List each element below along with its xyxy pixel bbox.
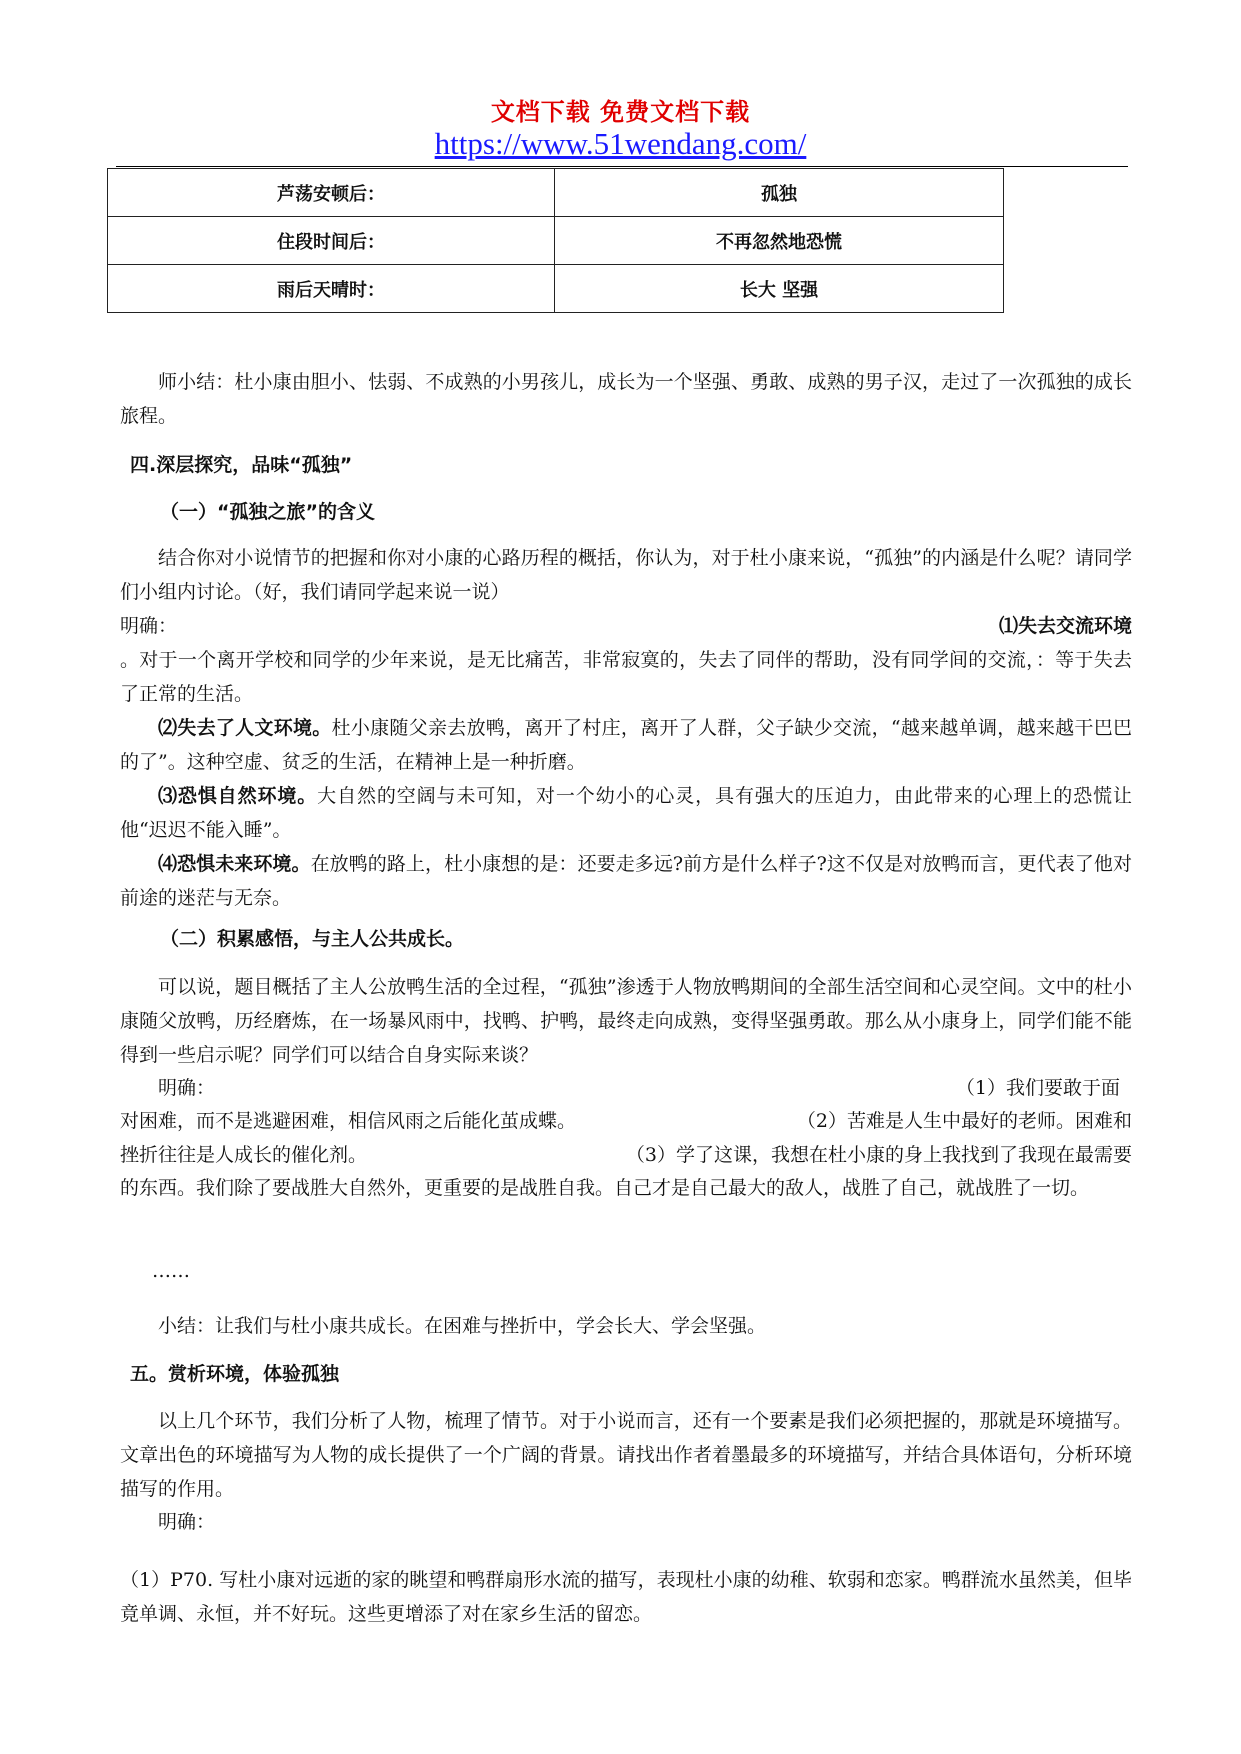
answer-label: 明确：: [120, 615, 178, 637]
environment-point-1-paragraph: （1）P70. 写杜小康对远逝的家的眺望和鸭群扇形水流的描写，表现杜小康的幼稚、软弱和恋家。鸭群流水虽然美，但毕竟单调、永恒，并不好玩。这些更增添了对在家乡生活的留恋。: [120, 1569, 1132, 1625]
point-4-paragraph: [120, 847, 1132, 915]
section-4-heading: 四.深层探究，品味“孤独”: [130, 454, 353, 476]
answer-2-point-3-start: （3）学了这课，我想在杜小康的身上我找到了我现在最需要: [625, 1144, 1132, 1166]
point-3-title: ⑶恐惧自然环境。: [158, 785, 318, 807]
answer-2-line-1: [120, 1071, 1132, 1105]
answer-label: 明确：: [158, 1077, 216, 1099]
table-row: [108, 169, 1004, 217]
header-title: 文档下载 免费文档下载: [490, 98, 751, 126]
subsection-1-paragraph: 结合你对小说情节的把握和你对小康的心路历程的概括，你认为，对于杜小康来说，“孤独”的内涵是什么呢？请同学们小组内讨论。（好，我们请同学起来说一说）: [120, 547, 1132, 603]
table-cell-label: 雨后天晴时：: [108, 265, 555, 313]
answer-2-point-1-end: 对困难，而不是逃避困难，相信风雨之后能化茧成蝶。: [120, 1110, 577, 1132]
answer-2-point-3-rest: 的东西。我们除了要战胜大自然外，更重要的是战胜自我。自己才是自己最大的敌人，战胜了自己，就战胜了一切。: [120, 1177, 1090, 1199]
table-cell-label: 住段时间后：: [108, 217, 555, 265]
subsection-2-heading: （二）积累感悟，与主人公共成长。: [160, 928, 465, 950]
header-divider: [116, 166, 1128, 167]
point-4-title: ⑷恐惧未来环境。: [158, 853, 311, 875]
table-row: [108, 217, 1004, 265]
point-1-text: 。对于一个离开学校和同学的少年来说，是无比痛苦，非常寂寞的，失去了同伴的帮助，没有同学间的交流，：等于失去了正常的生活。: [120, 649, 1132, 705]
section-5-paragraph: 以上几个环节，我们分析了人物，梳理了情节。对于小说而言，还有一个要素是我们必须把握的，那就是环境描写。文章出色的环境描写为人物的成长提供了一个广阔的背景。请找出作者着墨最多的环境描写，并结合具体语句，分析环境描写的作用。: [120, 1410, 1132, 1500]
table-cell-value: 不再忽然地恐慌: [555, 217, 1004, 265]
point-4-text: 在放鸭的路上，杜小康想的是：还要走多远?前方是什么样子?这不仅是对放鸭而言，更代表了他对前途的迷茫与无奈。: [120, 853, 1132, 909]
answer-2-line-2: [120, 1104, 1132, 1138]
point-3-paragraph: [120, 779, 1132, 847]
answer-2-point-2-end: 挫折往往是人成长的催化剂。: [120, 1144, 368, 1166]
table-row: [108, 265, 1004, 313]
ellipsis: ……: [152, 1260, 190, 1282]
answer-2-line-3: [120, 1138, 1132, 1172]
subsection-2-paragraph: 可以说，题目概括了主人公放鸭生活的全过程，“孤独”渗透于人物放鸭期间的全部生活空间和心灵空间。文中的杜小康随父放鸭，历经磨炼，在一场暴风雨中，找鸭、护鸭，最终走向成熟，变得坚强勇敢。那么从小康身上，同学们能不能得到一些启示呢？同学们可以结合自身实际来谈？: [120, 976, 1132, 1066]
point-2-title: ⑵失去了人文环境。: [158, 717, 332, 739]
table-cell-label: 芦荡安顿后：: [108, 169, 555, 217]
table-cell-value: 孤独: [555, 169, 1004, 217]
answer-line-1: [120, 609, 1132, 643]
table-cell-value: 长大 坚强: [555, 265, 1004, 313]
section-5-heading: 五。赏析环境，体验孤独: [130, 1363, 340, 1385]
point-3-text: 大自然的空阔与未可知，对一个幼小的心灵，具有强大的压迫力，由此带来的心理上的恐慌让他“迟迟不能入睡”。: [120, 785, 1132, 841]
summary-table: [107, 168, 1004, 313]
subsection-1-heading: （一）“孤独之旅”的含义: [160, 501, 375, 523]
answer-3-label: 明确：: [158, 1511, 216, 1533]
header-url-link[interactable]: https://www.51wendang.com/: [434, 126, 807, 161]
teacher-summary-paragraph: 师小结：杜小康由胆小、怯弱、不成熟的小男孩儿，成长为一个坚强、勇敢、成熟的男子汉，走过了一次孤独的成长旅程。: [120, 371, 1132, 427]
answer-2-point-2: （2）苦难是人生中最好的老师。困难和: [796, 1110, 1132, 1132]
point-1-title: ⑴失去交流环境: [998, 615, 1132, 637]
answer-2-point-1-start: （1）我们要敢于面: [955, 1077, 1120, 1099]
summary-2-paragraph: 小结：让我们与杜小康共成长。在困难与挫折中，学会长大、学会坚强。: [158, 1315, 767, 1337]
point-2-paragraph: [120, 711, 1132, 779]
point-2-text: 杜小康随父亲去放鸭，离开了村庄，离开了人群，父子缺少交流，“越来越单调，越来越干巴巴的了”。这种空虚、贫乏的生活，在精神上是一种折磨。: [120, 717, 1132, 773]
